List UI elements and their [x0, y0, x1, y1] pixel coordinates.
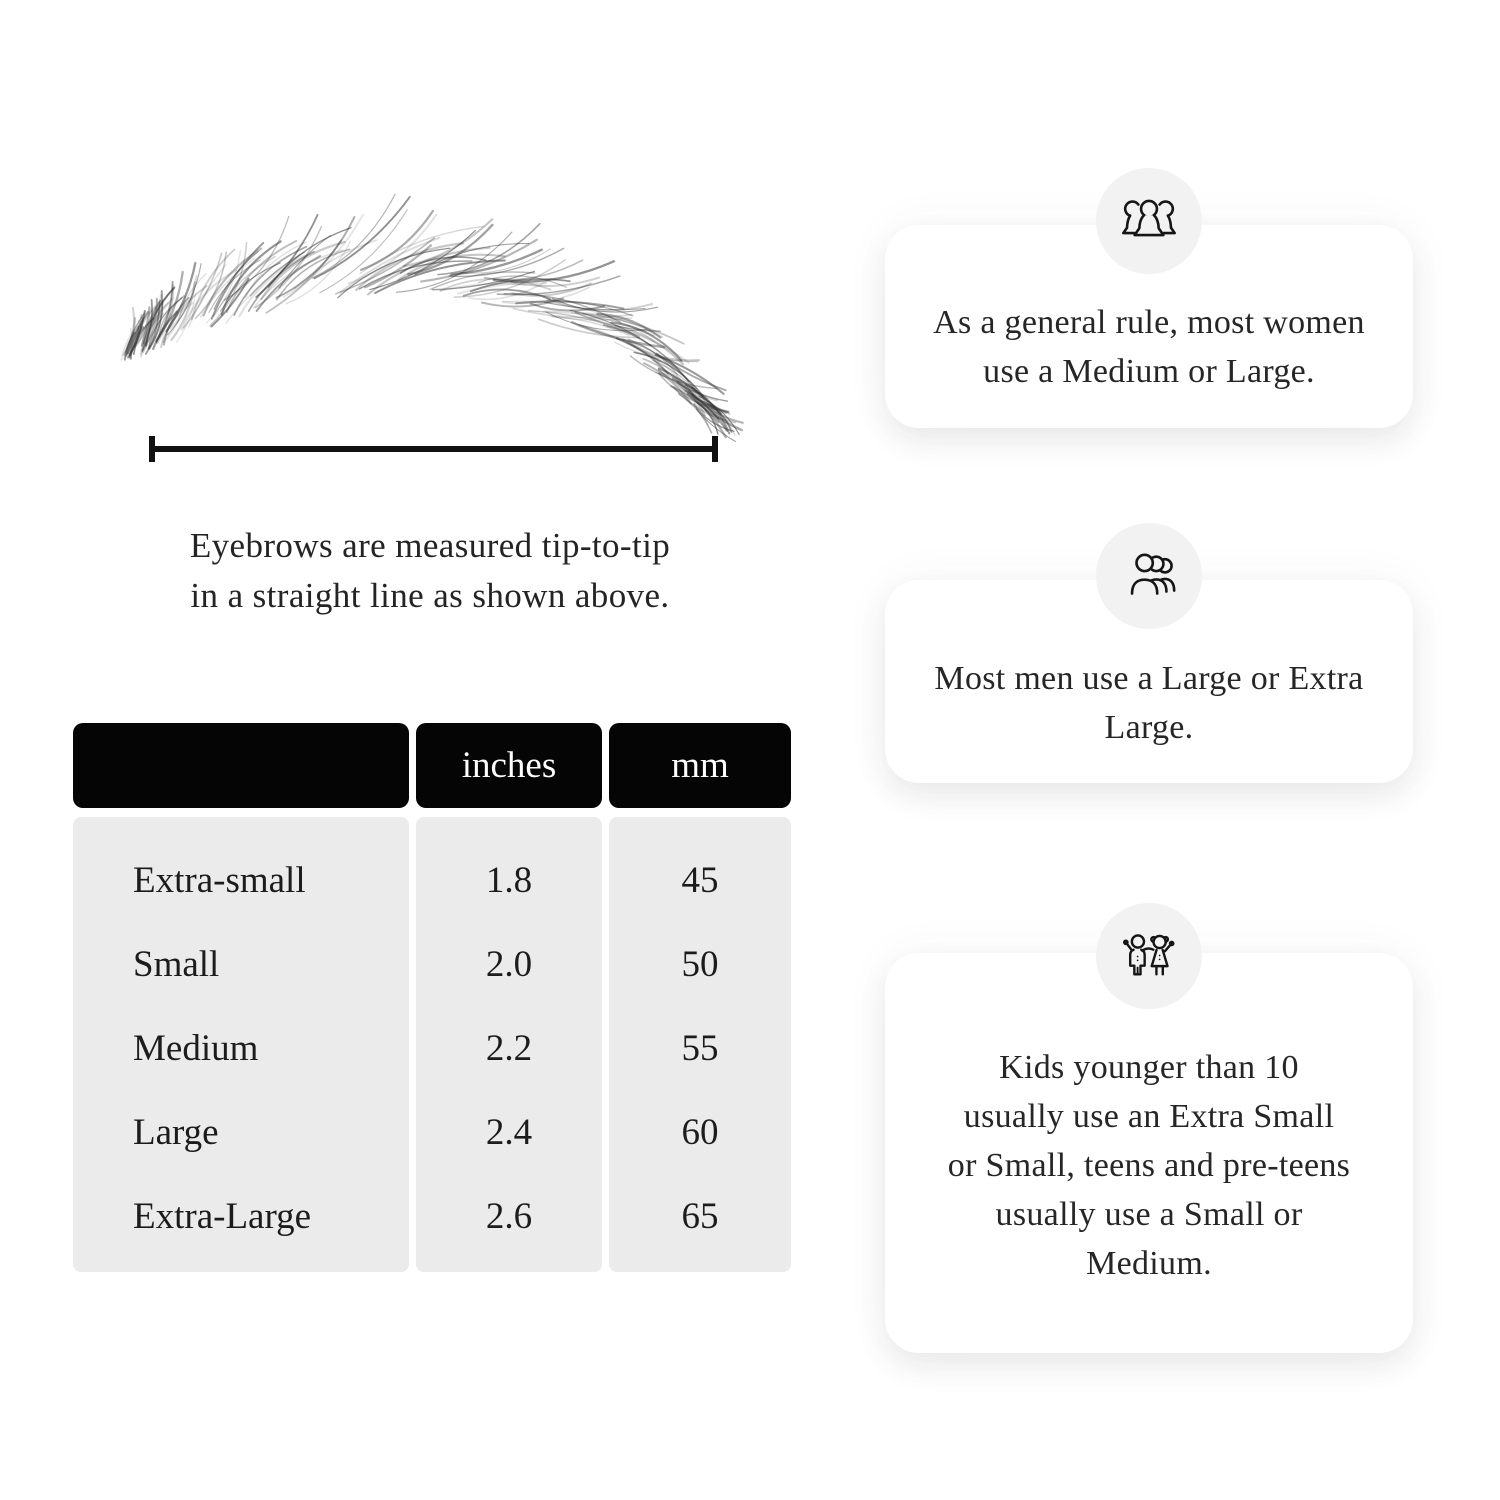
info-card-women — [885, 225, 1413, 428]
info-card-text: Most men use a Large or Extra Large. — [934, 659, 1364, 746]
table-cell-mm: 50 — [681, 943, 719, 985]
table-column-mm — [609, 817, 791, 1272]
kids-icon — [1118, 929, 1180, 983]
table-cell-size: Extra-small — [133, 859, 306, 901]
caption-line-2: in a straight line as shown above. — [190, 576, 670, 615]
table-column-sizes — [73, 817, 409, 1272]
table-cell-size: Medium — [133, 1027, 259, 1069]
table-cell-size: Large — [133, 1111, 219, 1153]
measurement-caption — [60, 521, 800, 621]
eyebrow-illustration — [108, 210, 738, 450]
caption-line-1: Eyebrows are measured tip-to-tip — [189, 526, 671, 565]
table-cell-mm: 45 — [681, 859, 719, 901]
info-card-kids — [885, 953, 1413, 1353]
info-card-text: As a general rule, most women use a Medium or Large. — [933, 303, 1365, 390]
info-card-men — [885, 580, 1413, 783]
table-cell-inches: 1.8 — [485, 859, 533, 901]
table-cell-mm: 65 — [681, 1195, 719, 1237]
table-header-mm: mm — [609, 723, 791, 808]
table-cell-size: Small — [133, 943, 220, 985]
table-cell-inches: 2.6 — [485, 1195, 533, 1237]
table-cell-inches: 2.2 — [485, 1027, 533, 1069]
measurement-line — [146, 433, 721, 465]
table-cell-size: Extra-Large — [133, 1195, 312, 1237]
table-header-inches: inches — [416, 723, 602, 808]
women-group-icon — [1118, 194, 1180, 248]
icon-circle — [1096, 168, 1202, 274]
table-cell-mm: 55 — [681, 1027, 719, 1069]
info-card-text: Kids younger than 10 usually use an Extra Small or Small, teens and pre-teens usually use a Small or Medium. — [947, 1048, 1351, 1282]
table-cell-mm: 60 — [681, 1111, 719, 1153]
table-header-blank — [73, 723, 409, 808]
men-group-icon — [1118, 549, 1180, 603]
size-table — [73, 723, 791, 1272]
table-cell-inches: 2.0 — [485, 943, 533, 985]
table-cell-inches: 2.4 — [485, 1111, 533, 1153]
icon-circle — [1096, 523, 1202, 629]
table-column-inches — [416, 817, 602, 1272]
icon-circle — [1096, 903, 1202, 1009]
